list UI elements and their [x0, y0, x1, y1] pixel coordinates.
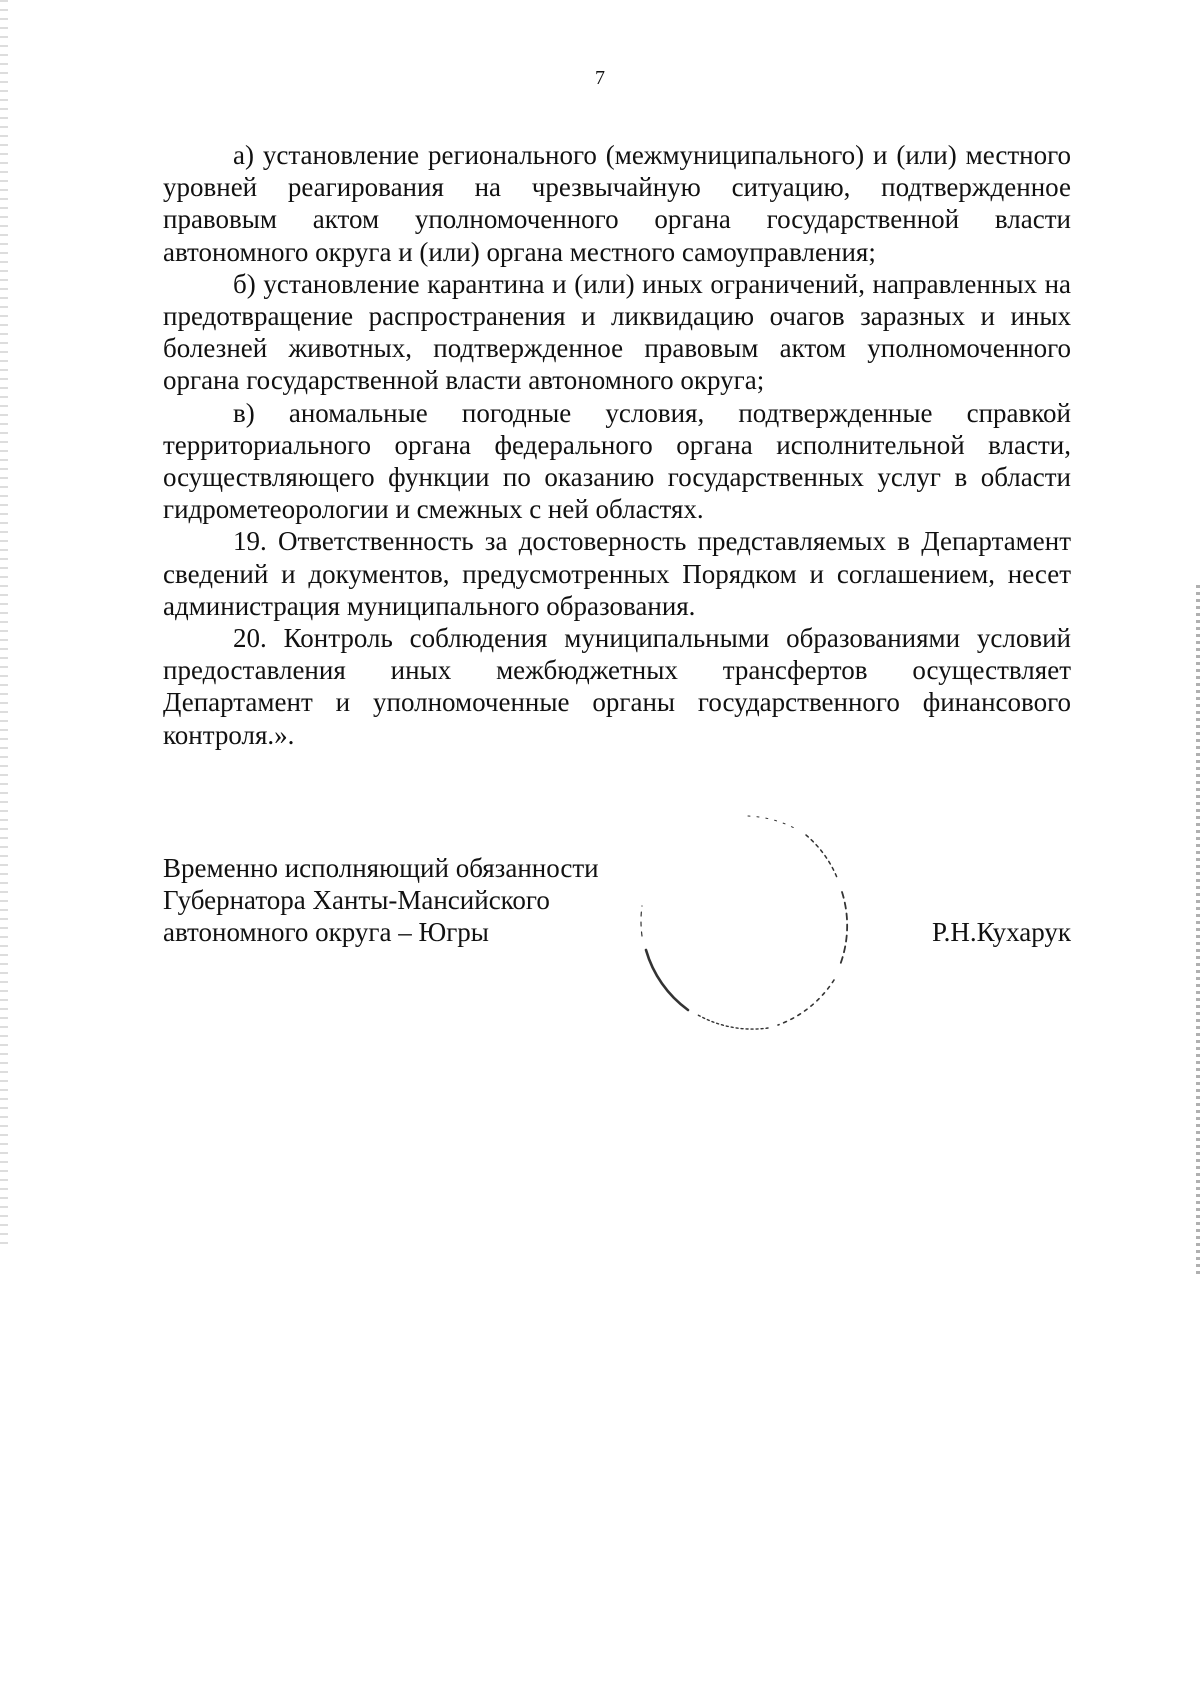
- paragraph-v: в) аномальные погодные условия, подтвержденные справкой территориального органа федерального органа исполнительной власти, осуществляющего функции по оказанию государственных услуг в области гидрометеорологии и смежных с ней областях.: [163, 397, 1071, 525]
- signer-title: [163, 852, 599, 948]
- page-number: 7: [595, 67, 605, 89]
- scan-edge-left: [0, 0, 8, 1250]
- document-body: [163, 139, 1071, 751]
- paragraph-19: 19. Ответственность за достоверность представляемых в Департамент сведений и документов, предусмотренных Порядком и соглашением, несет администрация муниципального образования.: [163, 526, 1071, 621]
- signer-title-line-3: автономного округа – Югры: [163, 917, 489, 947]
- paragraph-b: б) установление карантина и (или) иных ограничений, направленных на предотвращение распространения и ликвидацию очагов заразных и иных болезней животных, подтвержденное правовым актом уполномоченного органа государственной власти автономного округа;: [163, 268, 1071, 396]
- signer-title-line-2: Губернатора Ханты-Мансийского: [163, 885, 550, 915]
- scan-edge-right: [1196, 585, 1200, 1275]
- signer-name: Р.Н.Кухарук: [931, 917, 1071, 947]
- signature-block: [163, 852, 1071, 1032]
- paragraph-a: а) установление регионального (межмуниципального) и (или) местного уровней реагирования на чрезвычайную ситуацию, подтвержденное правовым актом уполномоченного органа государственной власти автономного округа и (или) органа местного самоуправления;: [163, 140, 1071, 267]
- signer-title-line-1: Временно исполняющий обязанности: [163, 853, 599, 883]
- paragraph-20: 20. Контроль соблюдения муниципальными образованиями условий предоставления иных межбюджетных трансфертов осуществляет Департамент и уполномоченные органы государственного финансового контроля.».: [163, 623, 1071, 750]
